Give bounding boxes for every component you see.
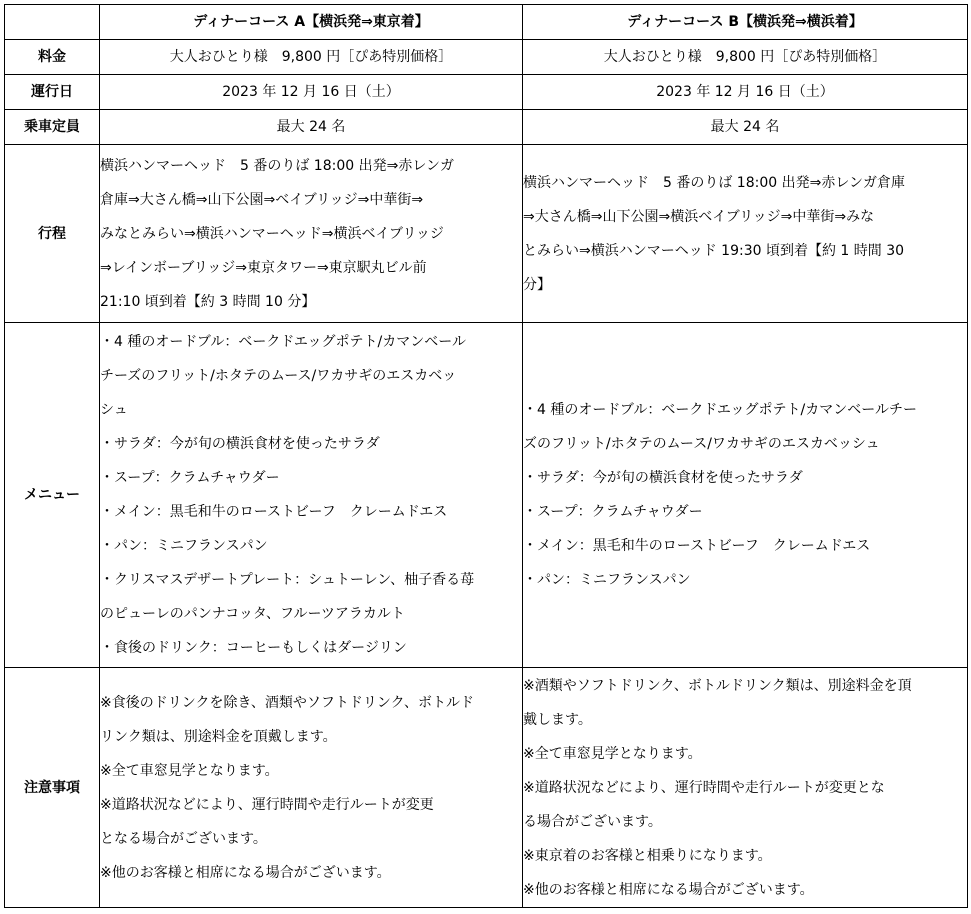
notes-b-line: 戴します。 — [523, 711, 592, 728]
itinerary-b-line: 横浜ハンマーヘッド 5 番のりば 18:00 出発⇒赤レンガ倉庫 — [523, 174, 905, 191]
notes-b-line: ※他のお客様と相席になる場合がございます。 — [523, 881, 814, 898]
date-row — [5, 75, 968, 110]
capacity-label: 乗車定員 — [5, 110, 100, 145]
price-label: 料金 — [5, 40, 100, 75]
menu-a-line: ・食後のドリンク：コーヒーもしくはダージリン — [100, 640, 407, 656]
menu-a-line: シュ — [100, 402, 128, 418]
menu-a-line: のピューレのパンナコッタ、フルーツアラカルト — [100, 606, 405, 622]
notes-a-line: リンク類は、別途料金を頂戴します。 — [100, 728, 337, 745]
itinerary-course-b — [523, 145, 968, 323]
course-comparison-table — [4, 4, 968, 908]
price-course-b: 大人おひとり様 9,800 円［ぴあ特別価格］ — [523, 40, 968, 75]
notes-a-line: となる場合がございます。 — [100, 830, 267, 847]
menu-b-line: ・スープ：クラムチャウダー — [523, 504, 703, 520]
menu-a-line: ・スープ：クラムチャウダー — [100, 470, 280, 486]
date-label: 運行日 — [5, 75, 100, 110]
price-course-a: 大人おひとり様 9,800 円［ぴあ特別価格］ — [100, 40, 523, 75]
menu-a-line: ・メイン：黒毛和牛のローストビーフ クレームドエス — [100, 504, 448, 520]
itinerary-b-line: とみらい⇒横浜ハンマーヘッド 19:30 頃到着【約 1 時間 30 — [523, 242, 905, 259]
capacity-course-b: 最大 24 名 — [523, 110, 968, 145]
menu-row — [5, 323, 968, 668]
notes-a-line: ※食後のドリンクを除き、酒類やソフトドリンク、ボトルド — [100, 694, 475, 711]
itinerary-b-line: ⇒大さん橋⇒山下公園⇒横浜ベイブリッジ⇒中華街⇒みな — [523, 208, 875, 225]
notes-b-line: ※酒類やソフトドリンク、ボトルドリンク類は、別途料金を頂 — [523, 677, 912, 694]
notes-course-a — [100, 668, 523, 908]
notes-b-line: ※東京着のお客様と相乗りになります。 — [523, 847, 772, 864]
menu-b-line: ・パン：ミニフランスパン — [523, 572, 691, 588]
course-a-header: ディナーコース A【横浜発⇒東京着】 — [100, 5, 523, 40]
header-row — [5, 5, 968, 40]
capacity-course-a: 最大 24 名 — [100, 110, 523, 145]
price-row — [5, 40, 968, 75]
itinerary-a-line: 倉庫⇒大さん橋⇒山下公園⇒ベイブリッジ⇒中華街⇒ — [100, 191, 424, 208]
notes-b-line: る場合がございます。 — [523, 813, 662, 830]
notes-row — [5, 668, 968, 908]
menu-b-line: ・サラダ：今が旬の横浜食材を使ったサラダ — [523, 470, 803, 486]
menu-a-line: ・サラダ：今が旬の横浜食材を使ったサラダ — [100, 436, 380, 452]
menu-b-line: ・4 種のオードブル：ベークドエッグポテト/カマンベールチー — [523, 402, 917, 418]
itinerary-b-line: 分】 — [523, 276, 551, 293]
notes-b-line: ※全て車窓見学となります。 — [523, 745, 702, 762]
notes-a-line: ※全て車窓見学となります。 — [100, 762, 279, 779]
menu-a-line: チーズのフリット/ホタテのムース/ワカサギのエスカベッ — [100, 368, 457, 384]
menu-label: メニュー — [5, 323, 100, 668]
menu-course-b — [523, 323, 968, 668]
menu-b-line: ・メイン：黒毛和牛のローストビーフ クレームドエス — [523, 538, 871, 554]
date-course-b: 2023 年 12 月 16 日（土） — [523, 75, 968, 110]
menu-b-line: ズのフリット/ホタテのムース/ワカサギのエスカベッシュ — [523, 436, 880, 452]
itinerary-label: 行程 — [5, 145, 100, 323]
notes-course-b — [523, 668, 968, 908]
menu-a-line: ・クリスマスデザートプレート：シュトーレン、柚子香る苺 — [100, 572, 475, 588]
capacity-row — [5, 110, 968, 145]
menu-a-line: ・パン：ミニフランスパン — [100, 538, 268, 554]
notes-label: 注意事項 — [5, 668, 100, 908]
itinerary-a-line: ⇒レインボーブリッジ⇒東京タワー⇒東京駅丸ビル前 — [100, 259, 427, 276]
menu-a-line: ・4 種のオードブル：ベークドエッグポテト/カマンベール — [100, 334, 466, 350]
notes-b-line: ※道路状況などにより、運行時間や走行ルートが変更とな — [523, 779, 885, 796]
menu-course-a — [100, 323, 523, 668]
itinerary-course-a — [100, 145, 523, 323]
itinerary-a-line: 21:10 頃到着【約 3 時間 10 分】 — [100, 293, 316, 310]
course-b-header: ディナーコース B【横浜発⇒横浜着】 — [523, 5, 968, 40]
itinerary-a-line: みなとみらい⇒横浜ハンマーヘッド⇒横浜ベイブリッジ — [100, 225, 444, 242]
notes-a-line: ※他のお客様と相席になる場合がございます。 — [100, 864, 391, 881]
itinerary-row — [5, 145, 968, 323]
date-course-a: 2023 年 12 月 16 日（土） — [100, 75, 523, 110]
itinerary-a-line: 横浜ハンマーヘッド 5 番のりば 18:00 出発⇒赤レンガ — [100, 157, 454, 174]
header-empty-cell — [5, 5, 100, 40]
notes-a-line: ※道路状況などにより、運行時間や走行ルートが変更 — [100, 796, 434, 813]
